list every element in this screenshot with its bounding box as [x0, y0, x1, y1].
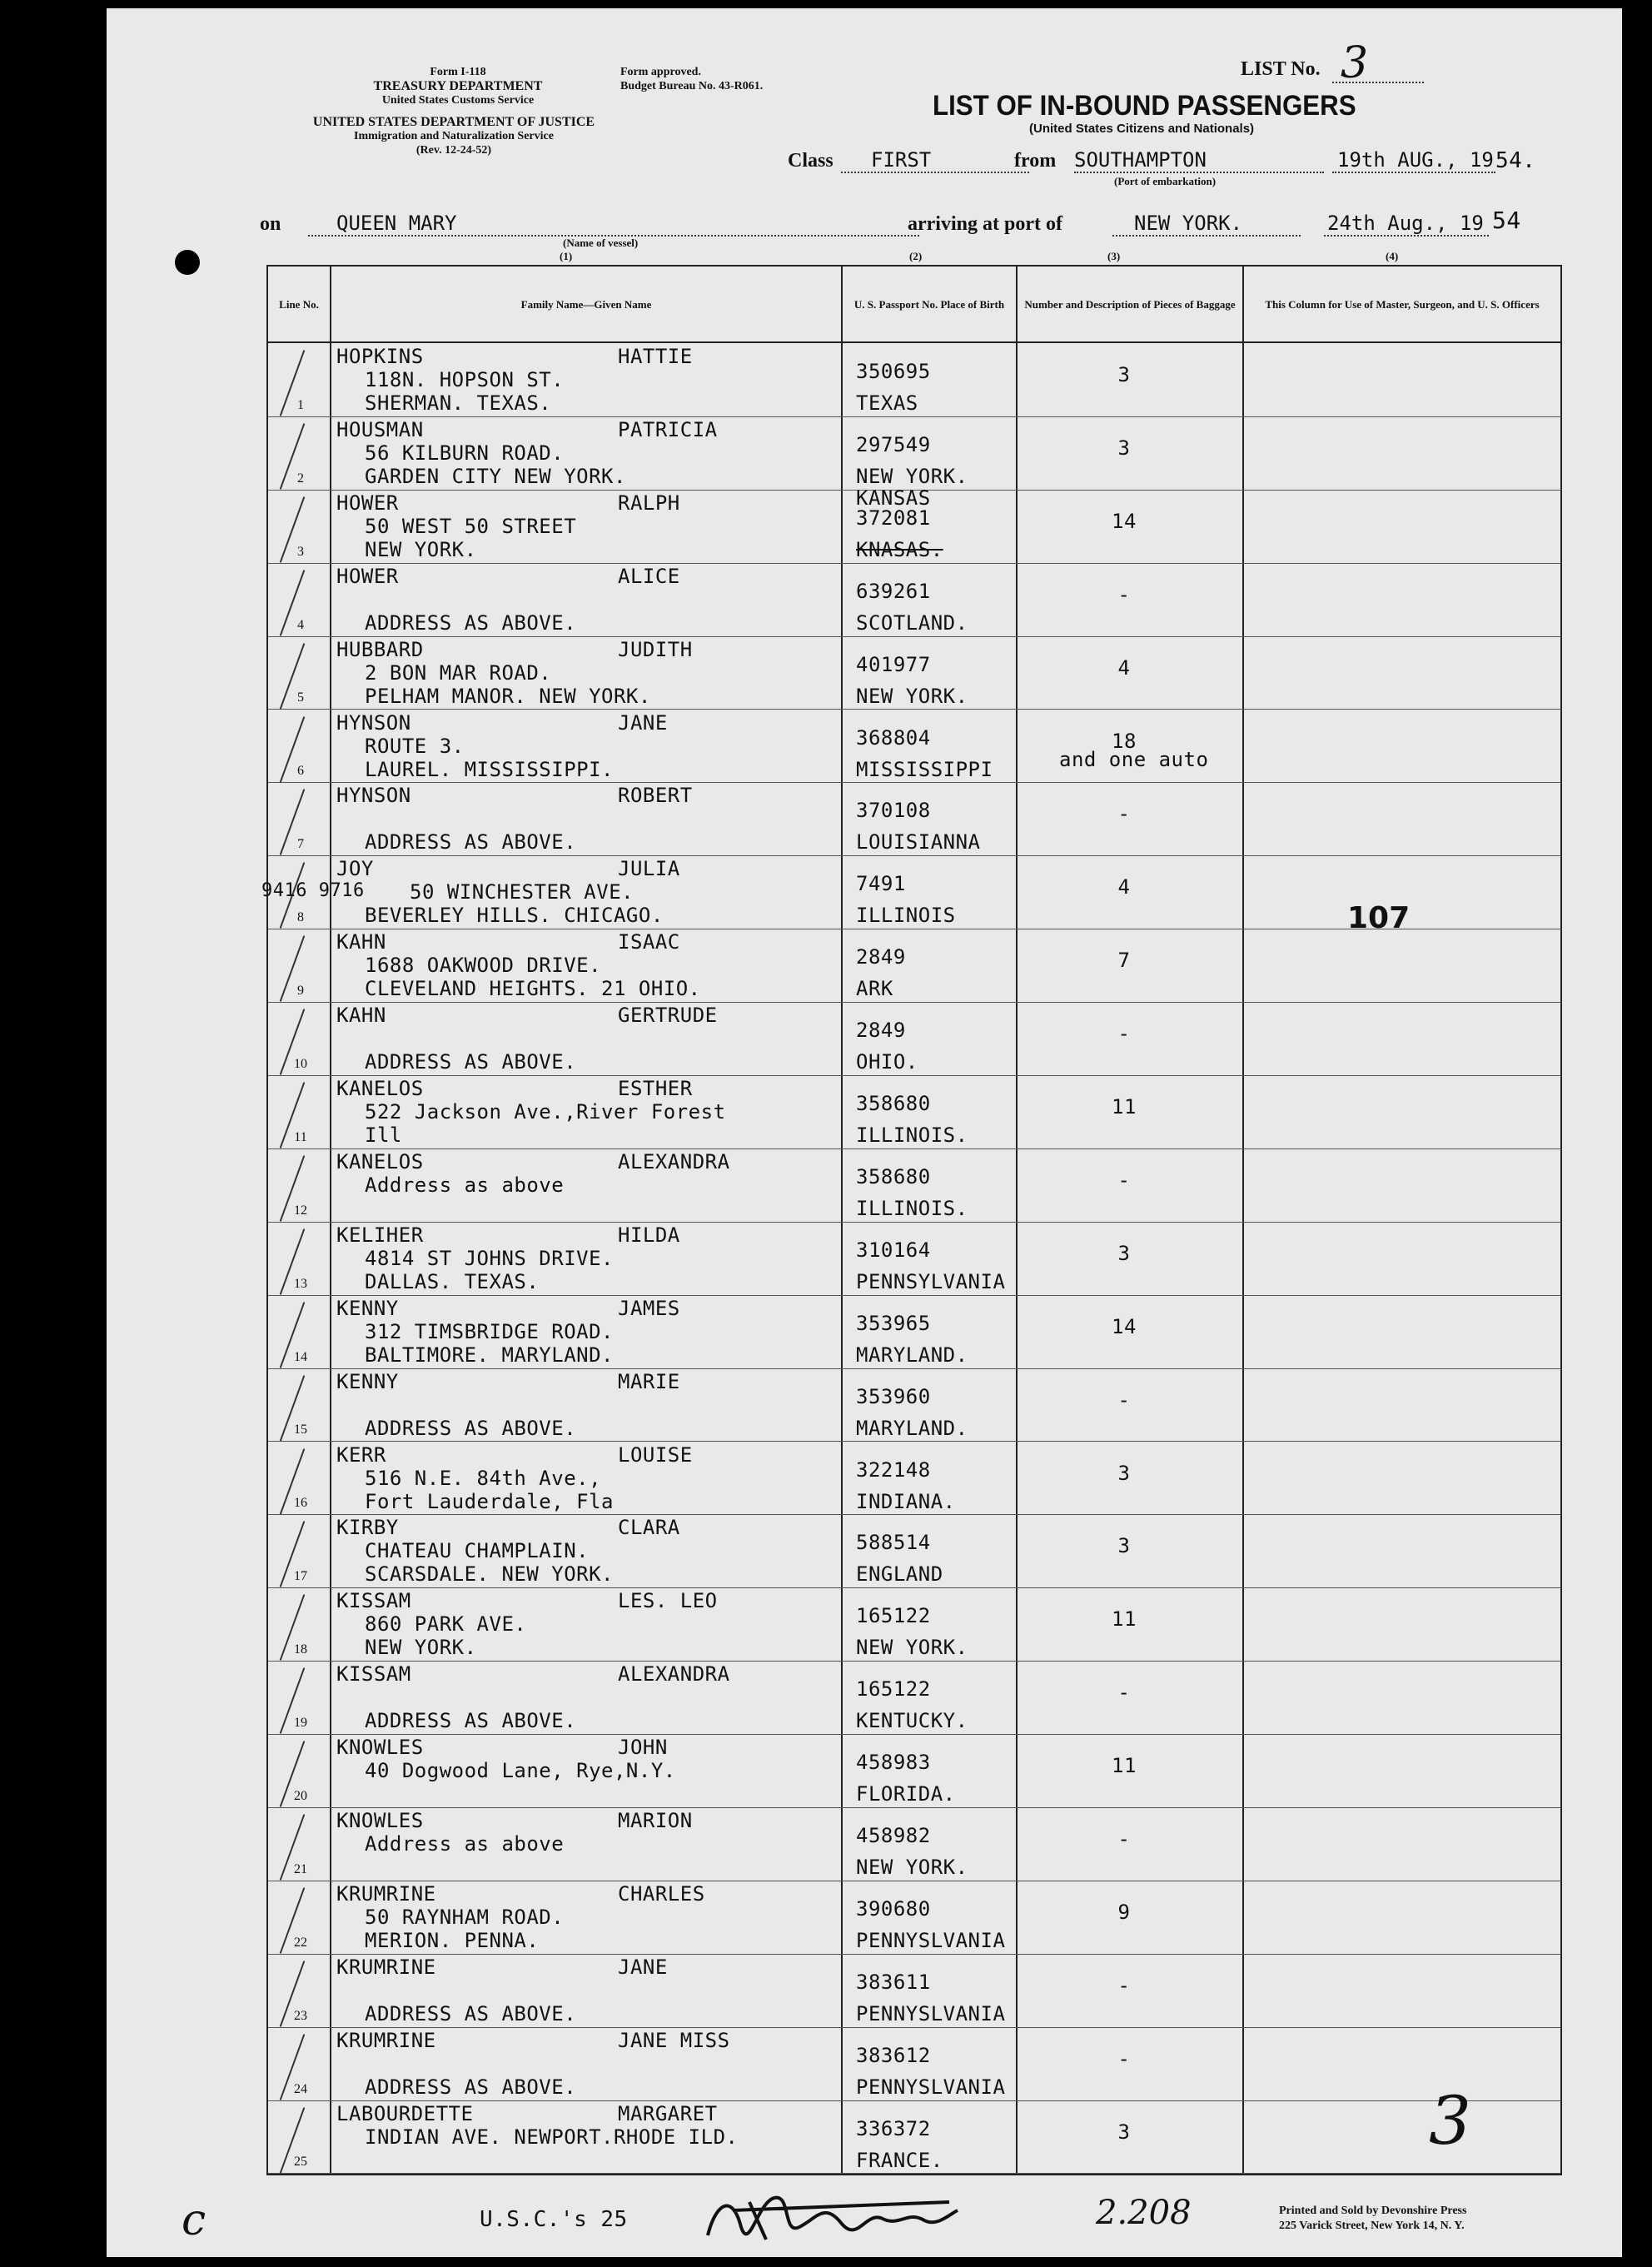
col-number-2: (2)	[909, 250, 923, 262]
table-row	[268, 1807, 1560, 1881]
family-name: KAHN	[336, 930, 386, 954]
place-of-birth: ILLINOIS.	[856, 1124, 968, 1147]
line-number: 9	[297, 984, 304, 999]
vessel-caption: (Name of vessel)	[563, 237, 639, 249]
given-name: JANE	[618, 1955, 668, 1979]
line-number: 12	[294, 1203, 307, 1218]
place-of-birth: SCOTLAND.	[856, 610, 968, 635]
place-of-birth: ILLINOIS.	[856, 1196, 968, 1220]
birthplace-correction: KANSAS	[856, 486, 931, 510]
passport-number: 165122	[856, 1604, 931, 1628]
baggage-count: 4	[1117, 875, 1131, 899]
arrival-year: 54	[1492, 207, 1521, 234]
baggage-cell	[1016, 1514, 1242, 1587]
family-name: KNOWLES	[336, 1809, 424, 1832]
address-line-2: CLEVELAND HEIGHTS. 21 OHIO.	[365, 977, 701, 1001]
family-name: KENNY	[336, 1369, 399, 1393]
line-number: 2	[297, 471, 304, 486]
baggage-cell	[1016, 710, 1242, 783]
place-of-birth: NEW YORK.	[856, 1636, 968, 1660]
given-name: ISAAC	[618, 930, 680, 954]
address-line-2: BEVERLEY HILLS. CHICAGO.	[365, 904, 664, 928]
baggage-count: 3	[1117, 1534, 1131, 1558]
given-name: HATTIE	[618, 345, 693, 368]
address-line-1: 50 WINCHESTER AVE.	[410, 880, 634, 904]
baggage-count: 11	[1112, 1607, 1137, 1632]
baggage-count: 9	[1117, 1900, 1131, 1924]
place-of-birth: NEW YORK.	[856, 464, 968, 488]
table-row	[268, 1954, 1560, 2028]
baggage-count: 3	[1117, 1461, 1131, 1485]
address-line-1: 118N. HOPSON ST.	[365, 368, 565, 391]
line-number: 23	[294, 2008, 307, 2023]
given-name: CLARA	[618, 1516, 680, 1540]
line-number: 10	[294, 1056, 307, 1071]
family-name: HOUSMAN	[336, 417, 424, 441]
given-name: HILDA	[618, 1223, 680, 1247]
departure-year: 54.	[1495, 148, 1536, 173]
margin-letter: c	[182, 2195, 206, 2245]
baggage-cell	[1016, 1954, 1242, 2027]
class-label: Class	[788, 150, 833, 172]
family-name: KELIHER	[336, 1223, 424, 1247]
vessel-name: QUEEN MARY	[308, 212, 919, 237]
passport-number: 7491	[856, 872, 906, 896]
given-name: JAMES	[618, 1296, 680, 1320]
address-line-2: ADDRESS AS ABOVE.	[365, 1709, 577, 1733]
tally-mark: 3	[1429, 2082, 1471, 2160]
table-row	[268, 1002, 1560, 1076]
given-name: JUDITH	[618, 637, 693, 661]
address-line-2: DALLAS. TEXAS.	[365, 1269, 540, 1293]
baggage-count: -	[1117, 1022, 1131, 1046]
place-of-birth: PENNYSLVANIA	[856, 1928, 1006, 1952]
baggage-cell	[1016, 416, 1242, 490]
passport-number: 458982	[856, 1824, 931, 1847]
line-number: 8	[297, 910, 304, 925]
line-number: 14	[294, 1349, 307, 1364]
baggage-cell	[1016, 1807, 1242, 1881]
baggage-count: -	[1117, 1973, 1131, 1997]
given-name: ALICE	[618, 564, 680, 588]
arrival-port: NEW YORK.	[1112, 212, 1301, 237]
given-name: MARGARET	[618, 2101, 718, 2125]
table-row	[268, 343, 1560, 417]
table-row	[268, 1881, 1560, 1955]
family-name: KAHN	[336, 1004, 386, 1028]
table-row	[268, 782, 1560, 856]
place-of-birth: ARK	[856, 977, 893, 1001]
form-agency-block	[291, 65, 624, 107]
passport-number: 588514	[856, 1531, 931, 1555]
line-number: 1	[297, 397, 304, 412]
place-of-birth: ENGLAND	[856, 1562, 943, 1587]
header-line-no: Line No.	[279, 297, 319, 311]
baggage-cell	[1016, 929, 1242, 1002]
line-number: 20	[294, 1788, 307, 1803]
place-of-birth: TEXAS	[856, 391, 918, 415]
baggage-cell	[1016, 1075, 1242, 1148]
baggage-cell	[1016, 1442, 1242, 1515]
family-name: KIRBY	[336, 1516, 399, 1540]
address-line-2: ADDRESS AS ABOVE.	[365, 610, 577, 635]
printer-line-1: Printed and Sold by Devonshire Press	[1279, 2205, 1467, 2217]
passport-number: 372081	[856, 506, 931, 530]
officer-note: 107	[1347, 901, 1411, 935]
header-name: Family Name—Given Name	[520, 297, 652, 311]
address-line-2: ADDRESS AS ABOVE.	[365, 1050, 577, 1074]
address-line-2: MERION. PENNA.	[365, 1928, 540, 1952]
form-number: Form I-118	[430, 66, 486, 78]
given-name: ALEXANDRA	[618, 1662, 730, 1687]
place-of-birth: PENNSYLVANIA	[856, 1269, 1006, 1293]
passport-number: 358680	[856, 1092, 931, 1115]
margin-note: 9416 9716	[261, 880, 365, 902]
place-of-birth: MARYLAND.	[856, 1343, 968, 1367]
address-line-1: 56 KILBURN ROAD.	[365, 441, 565, 465]
table-row	[268, 1661, 1560, 1735]
place-of-birth: INDIANA.	[856, 1489, 956, 1513]
family-name: JOY	[336, 857, 374, 881]
baggage-count: -	[1117, 1827, 1131, 1851]
address-line-2: ADDRESS AS ABOVE.	[365, 830, 577, 854]
family-name: HYNSON	[336, 784, 411, 808]
printer-block	[1279, 2204, 1466, 2234]
passport-number: 383612	[856, 2043, 931, 2067]
family-name: KISSAM	[336, 1662, 411, 1687]
passport-number: 310164	[856, 1238, 931, 1262]
vessel-col-number: (1)	[560, 250, 573, 262]
baggage-cell	[1016, 1295, 1242, 1368]
family-name: KRUMRINE	[336, 1881, 436, 1906]
baggage-cell	[1016, 1734, 1242, 1807]
given-name: JANE MISS	[618, 2028, 730, 2052]
place-of-birth: KNASAS.	[856, 537, 943, 561]
address-line-2: Fort Lauderdale, Fla	[365, 1489, 614, 1513]
departure-date: 19th AUG., 19	[1332, 148, 1495, 173]
table-row	[268, 2027, 1560, 2101]
address-line-1: 40 Dogwood Lane, Rye,N.Y.	[365, 1759, 676, 1783]
family-name: HOPKINS	[336, 345, 424, 368]
given-name: PATRICIA	[618, 417, 718, 441]
baggage-count: 4	[1117, 655, 1131, 680]
address-line-2: SCARSDALE. NEW YORK.	[365, 1562, 614, 1587]
arriving-label: arriving at port of	[908, 213, 1062, 235]
given-name: MARIE	[618, 1369, 680, 1393]
address-line-2: PELHAM MANOR. NEW YORK.	[365, 684, 651, 708]
given-name: GERTRUDE	[618, 1004, 718, 1028]
signature	[699, 2177, 1066, 2252]
passport-number: 368804	[856, 725, 931, 750]
class-field: FIRST	[841, 148, 1029, 173]
address-line-2: LAUREL. MISSISSIPPI.	[365, 757, 614, 781]
line-number: 7	[297, 837, 304, 852]
baggage-cell	[1016, 2100, 1242, 2174]
address-line-1: 4814 ST JOHNS DRIVE.	[365, 1246, 614, 1270]
address-line-1: INDIAN AVE. NEWPORT.RHODE ILD.	[365, 2125, 739, 2149]
line-number: 6	[297, 764, 304, 779]
family-name: KRUMRINE	[336, 1955, 436, 1979]
given-name: CHARLES	[618, 1881, 705, 1906]
form-title: LIST OF IN-BOUND PASSENGERS	[933, 90, 1356, 122]
line-number: 22	[294, 1935, 307, 1950]
given-name: JOHN	[618, 1736, 668, 1760]
address-line-1: 2 BON MAR ROAD.	[365, 660, 552, 685]
passport-number: 458983	[856, 1751, 931, 1775]
given-name: ROBERT	[618, 784, 693, 808]
address-line-2: NEW YORK.	[365, 537, 477, 561]
dept-justice: UNITED STATES DEPARTMENT OF JUSTICE	[312, 115, 595, 129]
passport-number: 350695	[856, 360, 931, 383]
given-name: LES. LEO	[618, 1589, 718, 1613]
signature-number: 2.208	[1096, 2194, 1192, 2232]
port-of-embarkation: SOUTHAMPTON	[1074, 148, 1324, 173]
family-name: KISSAM	[336, 1589, 411, 1613]
given-name: LOUISE	[618, 1442, 693, 1467]
family-name: KRUMRINE	[336, 2028, 436, 2052]
address-line-2: NEW YORK.	[365, 1636, 477, 1660]
baggage-cell	[1016, 343, 1242, 416]
line-number: 11	[294, 1129, 307, 1144]
family-name: HOWER	[336, 491, 399, 515]
table-row	[268, 1148, 1560, 1223]
address-line-1: 516 N.E. 84th Ave.,	[365, 1466, 602, 1490]
budget-number: Budget Bureau No. 43-R061.	[620, 80, 764, 92]
line-number: 3	[297, 544, 304, 559]
passport-number: 2849	[856, 945, 906, 969]
address-line-2: ADDRESS AS ABOVE.	[365, 1416, 577, 1440]
baggage-cell	[1016, 1881, 1242, 1954]
line-number: 15	[294, 1422, 307, 1437]
list-no-label: LIST No.	[1241, 58, 1321, 80]
line-number: 21	[294, 1861, 307, 1876]
baggage-count: -	[1117, 802, 1131, 826]
given-name: ALEXANDRA	[618, 1149, 730, 1173]
baggage-cell	[1016, 1222, 1242, 1295]
table-row	[268, 2100, 1560, 2175]
family-name: KANELOS	[336, 1149, 424, 1173]
passport-number: 353965	[856, 1311, 931, 1335]
baggage-count: 18	[1112, 729, 1137, 753]
given-name: ESTHER	[618, 1077, 693, 1100]
table-row	[268, 1514, 1560, 1588]
header-baggage: Number and Description of Pieces of Baggage	[1024, 297, 1236, 311]
passport-number: 336372	[856, 2116, 931, 2140]
passport-number: 390680	[856, 1896, 931, 1921]
place-of-birth: LOUISIANNA	[856, 830, 981, 854]
passport-number: 370108	[856, 799, 931, 823]
table-row	[268, 1295, 1560, 1369]
baggage-cell	[1016, 1368, 1242, 1442]
address-line-1: Address as above	[365, 1832, 565, 1856]
baggage-cell	[1016, 563, 1242, 636]
arrival-date: 24th Aug., 19	[1324, 212, 1489, 237]
place-of-birth: OHIO.	[856, 1050, 918, 1074]
place-of-birth: FRANCE.	[856, 2148, 943, 2172]
passport-number: 639261	[856, 579, 931, 603]
family-name: KERR	[336, 1442, 386, 1467]
passport-number: 383611	[856, 1970, 931, 1994]
address-line-1: 1688 OAKWOOD DRIVE.	[365, 954, 602, 978]
col-number-4: (4)	[1386, 250, 1399, 262]
table-row	[268, 1587, 1560, 1662]
given-name: JULIA	[618, 857, 680, 881]
baggage-count: 14	[1112, 1314, 1137, 1338]
address-line-1: 860 PARK AVE.	[365, 1612, 527, 1637]
approval-block	[620, 65, 845, 93]
given-name: RALPH	[618, 491, 680, 515]
table-row	[268, 563, 1560, 637]
baggage-count: -	[1117, 582, 1131, 606]
place-of-birth: FLORIDA.	[856, 1782, 956, 1806]
dept-immigration: Immigration and Naturalization Service	[354, 130, 554, 142]
printer-line-2: 225 Varick Street, New York 14, N. Y.	[1279, 2220, 1465, 2232]
passport-number: 2849	[856, 1019, 906, 1043]
passport-number: 297549	[856, 432, 931, 456]
table-row	[268, 1734, 1560, 1808]
line-number: 17	[294, 1569, 307, 1584]
list-no-underline	[1332, 82, 1424, 83]
place-of-birth: MISSISSIPPI	[856, 757, 993, 781]
table-row	[268, 636, 1560, 710]
baggage-count: 3	[1117, 436, 1131, 460]
line-number: 4	[297, 617, 304, 632]
baggage-cell	[1016, 1587, 1242, 1661]
address-line-2: SHERMAN. TEXAS.	[365, 391, 552, 415]
address-line-1: CHATEAU CHAMPLAIN.	[365, 1539, 590, 1563]
passport-number: 165122	[856, 1677, 931, 1701]
family-name: KNOWLES	[336, 1736, 424, 1760]
passport-number: 322148	[856, 1457, 931, 1482]
address-line-1: 50 WEST 50 STREET	[365, 514, 577, 538]
line-number: 5	[297, 690, 304, 705]
dept-customs: United States Customs Service	[381, 94, 535, 107]
family-name: KENNY	[336, 1296, 399, 1320]
baggage-count: 3	[1117, 363, 1131, 386]
baggage-count: -	[1117, 1388, 1131, 1412]
table-row	[268, 416, 1560, 491]
address-line-2: BALTIMORE. MARYLAND.	[365, 1343, 614, 1367]
family-name: KANELOS	[336, 1077, 424, 1100]
line-number: 19	[294, 1716, 307, 1731]
baggage-cell	[1016, 490, 1242, 563]
family-name: HYNSON	[336, 710, 411, 735]
baggage-count: -	[1117, 1168, 1131, 1192]
passport-number: 353960	[856, 1384, 931, 1408]
port-caption: (Port of embarkation)	[1114, 175, 1217, 187]
header-officers: This Column for Use of Master, Surgeon, and U. S. Officers	[1265, 297, 1540, 311]
place-of-birth: PENNYSLVANIA	[856, 2001, 1006, 2025]
table-row	[268, 1368, 1560, 1442]
place-of-birth: PENNYSLVANIA	[856, 2075, 1006, 2099]
header-passport: U. S. Passport No. Place of Birth	[853, 297, 1005, 311]
place-of-birth: NEW YORK.	[856, 684, 968, 708]
given-name: MARION	[618, 1809, 693, 1832]
table-row	[268, 1222, 1560, 1296]
baggage-count: 3	[1117, 1241, 1131, 1265]
baggage-cell	[1016, 855, 1242, 929]
passport-number: 358680	[856, 1164, 931, 1188]
address-line-2: Ill	[365, 1124, 402, 1147]
passenger-table	[261, 265, 1562, 2175]
baggage-cell	[1016, 1002, 1242, 1075]
table-row	[268, 710, 1560, 784]
family-name: LABOURDETTE	[336, 2101, 474, 2125]
address-line-2: GARDEN CITY NEW YORK.	[365, 464, 626, 488]
address-line-1: 50 RAYNHAM ROAD.	[365, 1905, 565, 1929]
address-line-1: 522 Jackson Ave.,River Forest	[365, 1100, 726, 1124]
place-of-birth: NEW YORK.	[856, 1856, 968, 1879]
baggage-cell	[1016, 782, 1242, 855]
from-label: from	[1014, 150, 1057, 172]
table-row	[268, 1075, 1560, 1149]
baggage-count: -	[1117, 1681, 1131, 1705]
family-name: HOWER	[336, 564, 399, 588]
on-label: on	[260, 213, 281, 235]
baggage-count: -	[1117, 2046, 1131, 2070]
justice-block	[258, 115, 649, 157]
place-of-birth: ILLINOIS	[856, 904, 956, 928]
baggage-cell	[1016, 1148, 1242, 1222]
form-subtitle: (United States Citizens and Nationals)	[1029, 122, 1255, 136]
form-approved: Form approved.	[620, 66, 701, 78]
baggage-count: 14	[1112, 509, 1137, 533]
baggage-count: 11	[1112, 1754, 1137, 1778]
family-name: HUBBARD	[336, 637, 424, 661]
place-of-birth: MARYLAND.	[856, 1416, 968, 1440]
baggage-cell	[1016, 1661, 1242, 1734]
baggage-cell	[1016, 2027, 1242, 2100]
place-of-birth: KENTUCKY.	[856, 1709, 968, 1733]
table-row	[268, 1442, 1560, 1516]
address-line-2: ADDRESS AS ABOVE.	[365, 2001, 577, 2025]
passport-number: 401977	[856, 652, 931, 676]
dept-treasury: TREASURY DEPARTMENT	[373, 79, 543, 93]
baggage-count: 7	[1117, 949, 1131, 973]
given-name: JANE	[618, 710, 668, 735]
usc-count: U.S.C.'s 25	[480, 2207, 628, 2232]
baggage-cell	[1016, 636, 1242, 710]
line-number: 25	[294, 2155, 307, 2170]
table-row	[268, 929, 1560, 1003]
line-number: 24	[294, 2081, 307, 2096]
baggage-count: 11	[1112, 1095, 1137, 1119]
address-line-1: Address as above	[365, 1173, 565, 1197]
address-line-1: 312 TIMSBRIDGE ROAD.	[365, 1319, 614, 1343]
list-number: 3	[1341, 38, 1369, 88]
table-row	[268, 486, 1560, 564]
address-line-1: ROUTE 3.	[365, 734, 465, 758]
line-number: 16	[294, 1496, 307, 1511]
line-number: 18	[294, 1642, 307, 1657]
baggage-note: and one auto	[1059, 747, 1209, 771]
form-revision: (Rev. 12-24-52)	[415, 144, 492, 157]
line-number: 13	[294, 1276, 307, 1291]
binder-hole	[175, 250, 200, 275]
address-line-2: ADDRESS AS ABOVE.	[365, 2075, 577, 2099]
col-number-3: (3)	[1107, 250, 1121, 262]
baggage-count: 3	[1117, 2120, 1131, 2144]
